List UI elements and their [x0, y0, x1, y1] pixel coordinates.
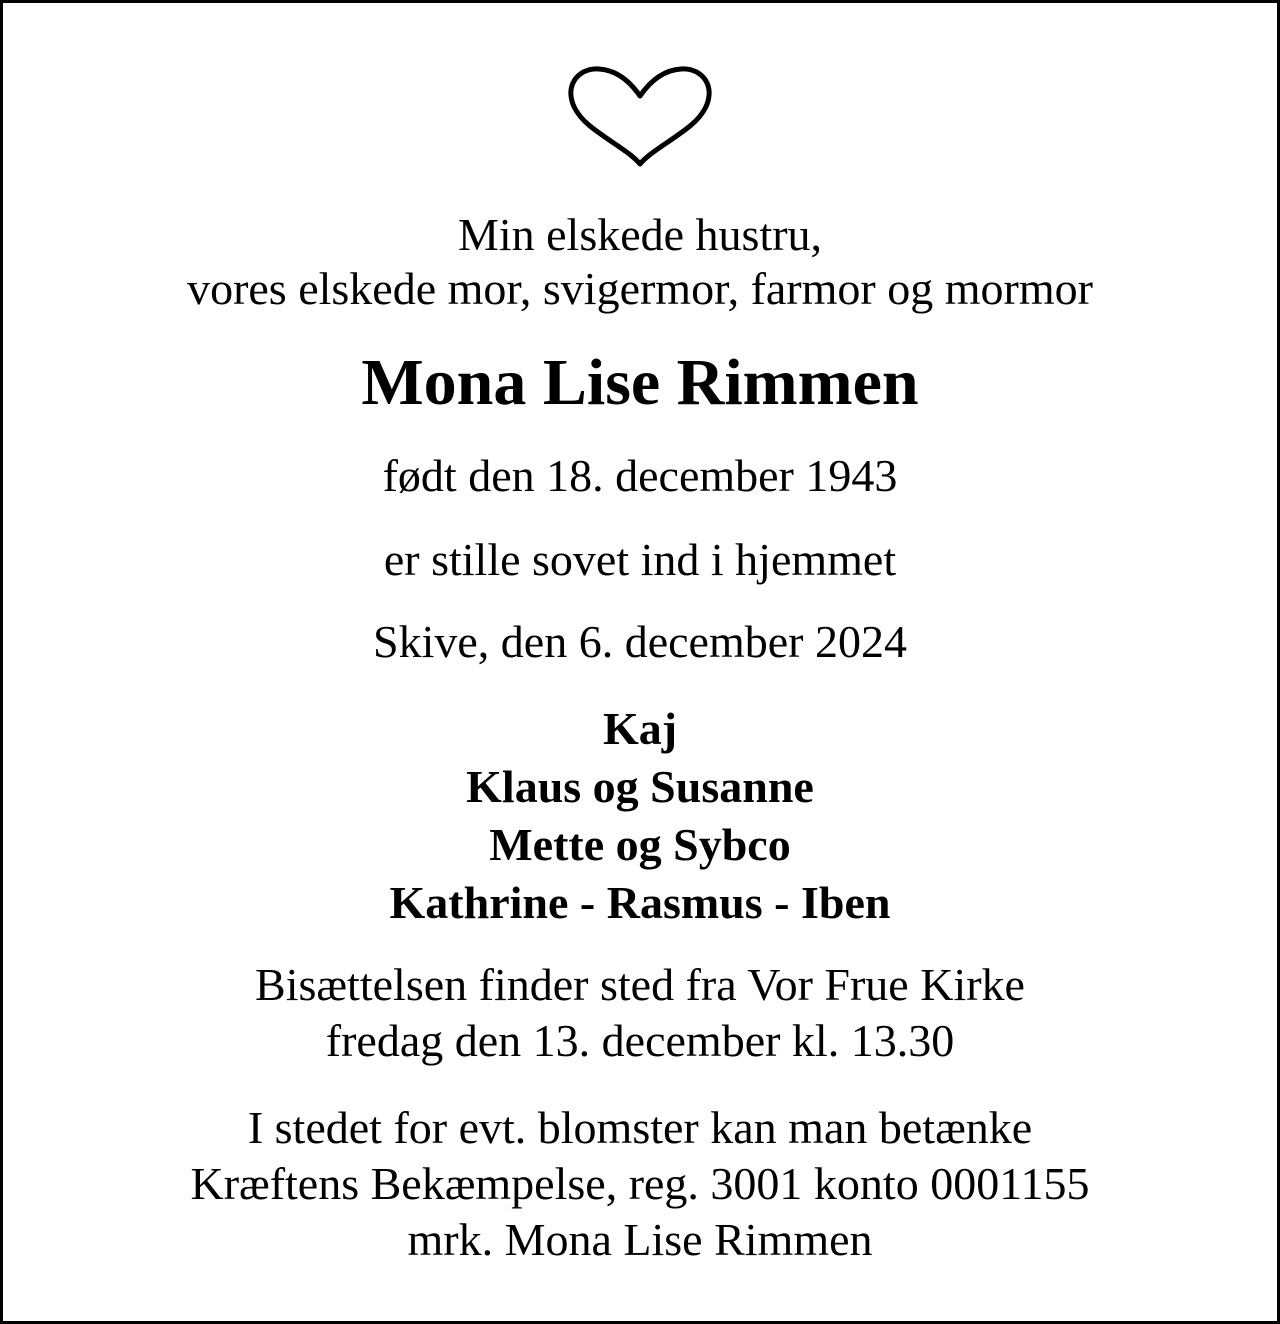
donation-line-1: I stedet for evt. blomster kan man betænke [247, 1102, 1033, 1153]
family-member-2: Klaus og Susanne [466, 761, 814, 812]
deceased-name: Mona Lise Rimmen [361, 346, 919, 419]
heart-icon [566, 64, 714, 170]
family-member-1: Kaj [602, 703, 678, 754]
family-member-4: Kathrine - Rasmus - Iben [389, 877, 891, 928]
donation-line-2: Kræftens Bekæmpelse, reg. 3001 konto 0001155 [190, 1158, 1090, 1209]
intro-line-2: vores elskede mor, svigermor, farmor og mormor [187, 263, 1093, 314]
family-member-3: Mette og Sybco [489, 819, 791, 870]
intro-line-1: Min elskede hustru, [457, 209, 823, 260]
place-and-date: Skive, den 6. december 2024 [373, 616, 907, 667]
donation-line-3: mrk. Mona Lise Rimmen [407, 1214, 873, 1265]
passing-statement: er stille sovet ind i hjemmet [383, 534, 897, 585]
funeral-time: fredag den 13. december kl. 13.30 [325, 1015, 955, 1066]
birth-date: født den 18. december 1943 [382, 450, 898, 501]
funeral-location: Bisættelsen finder sted fra Vor Frue Kirke [255, 959, 1025, 1010]
